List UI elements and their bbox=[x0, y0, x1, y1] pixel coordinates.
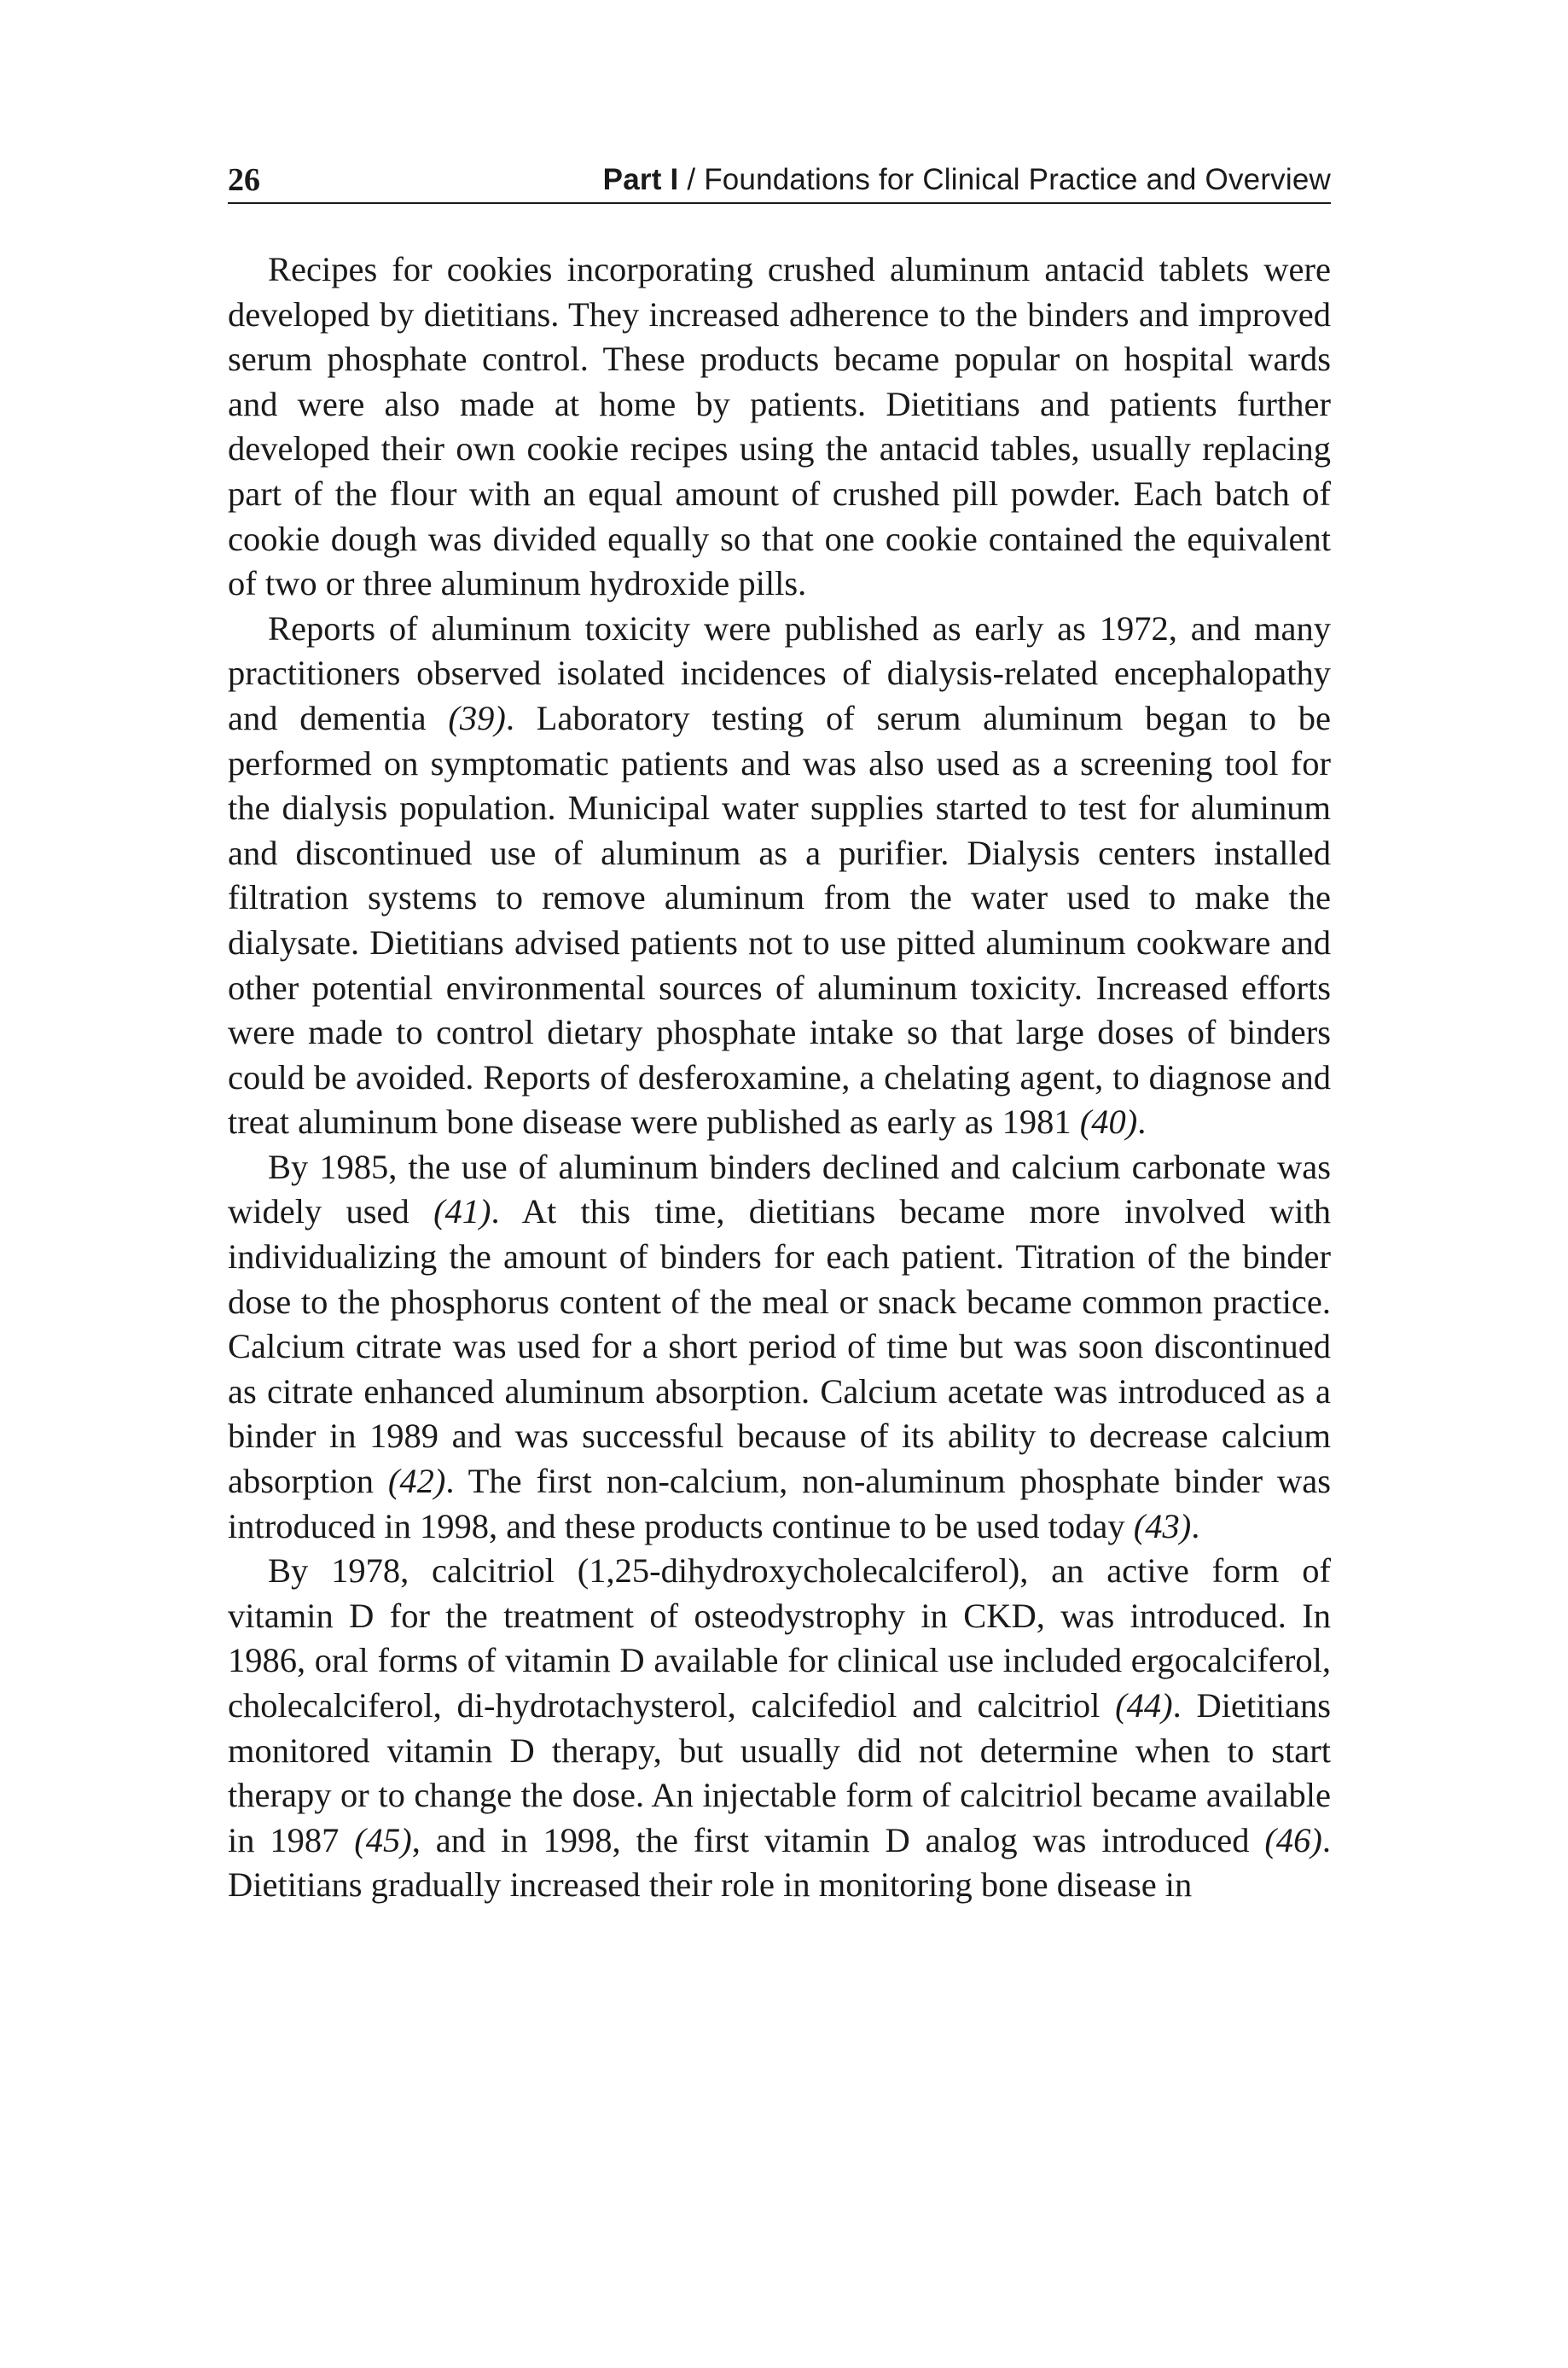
paragraph-text: . Dietitians gradually increased their role in monitoring bone disease in bbox=[228, 1820, 1331, 1905]
paragraph-text: . bbox=[1137, 1103, 1147, 1142]
citation-reference: (44) bbox=[1115, 1686, 1173, 1725]
body-paragraph bbox=[228, 607, 1331, 1145]
running-head-separator: / bbox=[678, 163, 705, 196]
paragraph-text: Recipes for cookies incorporating crushed aluminum antacid tablets were developed by dietitians. They increased adherence to the binders and improved serum phosphate control. These products became popular on hospital wards and were also made at home by patients. Dietitians and patients further developed their own cookie recipes using the antacid tables, usually replacing part of the flour with an equal amount of crushed pill powder. Each batch of cookie dough was divided equally so that one cookie contained the equivalent of two or three aluminum hydroxide pills. bbox=[228, 250, 1331, 603]
body-text bbox=[228, 247, 1331, 1908]
citation-reference: (39) bbox=[448, 698, 506, 737]
paragraph-text: By 1978, calcitriol (1,25-dihydroxycholecalciferol), an active form of vitamin D for the treatment of osteodystrophy in CKD, was introduced. In 1986, oral forms of vitamin D available for clinical use included ergocalciferol, cholecalciferol, di-hydrotachysterol, calcifediol and calcitriol bbox=[228, 1551, 1331, 1725]
citation-reference: (45) bbox=[354, 1820, 412, 1859]
paragraph-text: , and in 1998, the first vitamin D analog was introduced bbox=[411, 1820, 1265, 1859]
body-paragraph bbox=[228, 1549, 1331, 1908]
citation-reference: (41) bbox=[433, 1192, 491, 1231]
paragraph-text: . At this time, dietitians became more involved with individualizing the amount of binders for each patient. Titration of the binder dose to the phosphorus content of the meal or snack became common practice. Calcium citrate was used for a short period of time but was soon discontinued as citrate enhanced aluminum absorption. Calcium acetate was introduced as a binder in 1989 and was successful because of its ability to decrease calcium absorption bbox=[228, 1192, 1331, 1501]
running-head bbox=[603, 161, 1331, 202]
paragraph-text: By 1985, the use of aluminum binders declined and calcium carbonate was widely used bbox=[228, 1147, 1331, 1231]
part-label: Part I bbox=[602, 163, 679, 196]
body-paragraph bbox=[228, 247, 1331, 607]
section-title: Foundations for Clinical Practice and Overview bbox=[704, 163, 1331, 196]
body-paragraph bbox=[228, 1145, 1331, 1549]
page-header bbox=[228, 158, 1331, 204]
page-number: 26 bbox=[228, 162, 260, 198]
paragraph-text: Reports of aluminum toxicity were published as early as 1972, and many practitioners observed isolated incidences of dialysis-related encephalopathy and dementia bbox=[228, 608, 1331, 737]
paragraph-text: . Dietitians monitored vitamin D therapy, but usually did not determine when to start therapy or to change the dose. An injectable form of calcitriol became available in 1987 bbox=[228, 1686, 1331, 1859]
paragraph-text: . The first non-calcium, non-aluminum phosphate binder was introduced in 1998, and these products continue to be used today bbox=[228, 1462, 1331, 1545]
citation-reference: (42) bbox=[387, 1462, 446, 1501]
paragraph-text: . bbox=[1191, 1506, 1200, 1545]
citation-reference: (40) bbox=[1079, 1103, 1138, 1142]
citation-reference: (43) bbox=[1133, 1506, 1192, 1545]
paragraph-text: . Laboratory testing of serum aluminum began to be performed on symptomatic patients and was also used as a screening tool for the dialysis population. Municipal water supplies started to test for aluminum and discontinued use of aluminum as a purifier. Dialysis centers installed filtration systems to remove aluminum from the water used to make the dialysate. Dietitians advised patients not to use pitted aluminum cookware and other potential environmental sources of aluminum toxicity. Increased efforts were made to control dietary phosphate intake so that large doses of binders could be avoided. Reports of desferoxamine, a chelating agent, to diagnose and treat aluminum bone disease were published as early as 1981 bbox=[228, 698, 1331, 1142]
citation-reference: (46) bbox=[1264, 1820, 1322, 1859]
